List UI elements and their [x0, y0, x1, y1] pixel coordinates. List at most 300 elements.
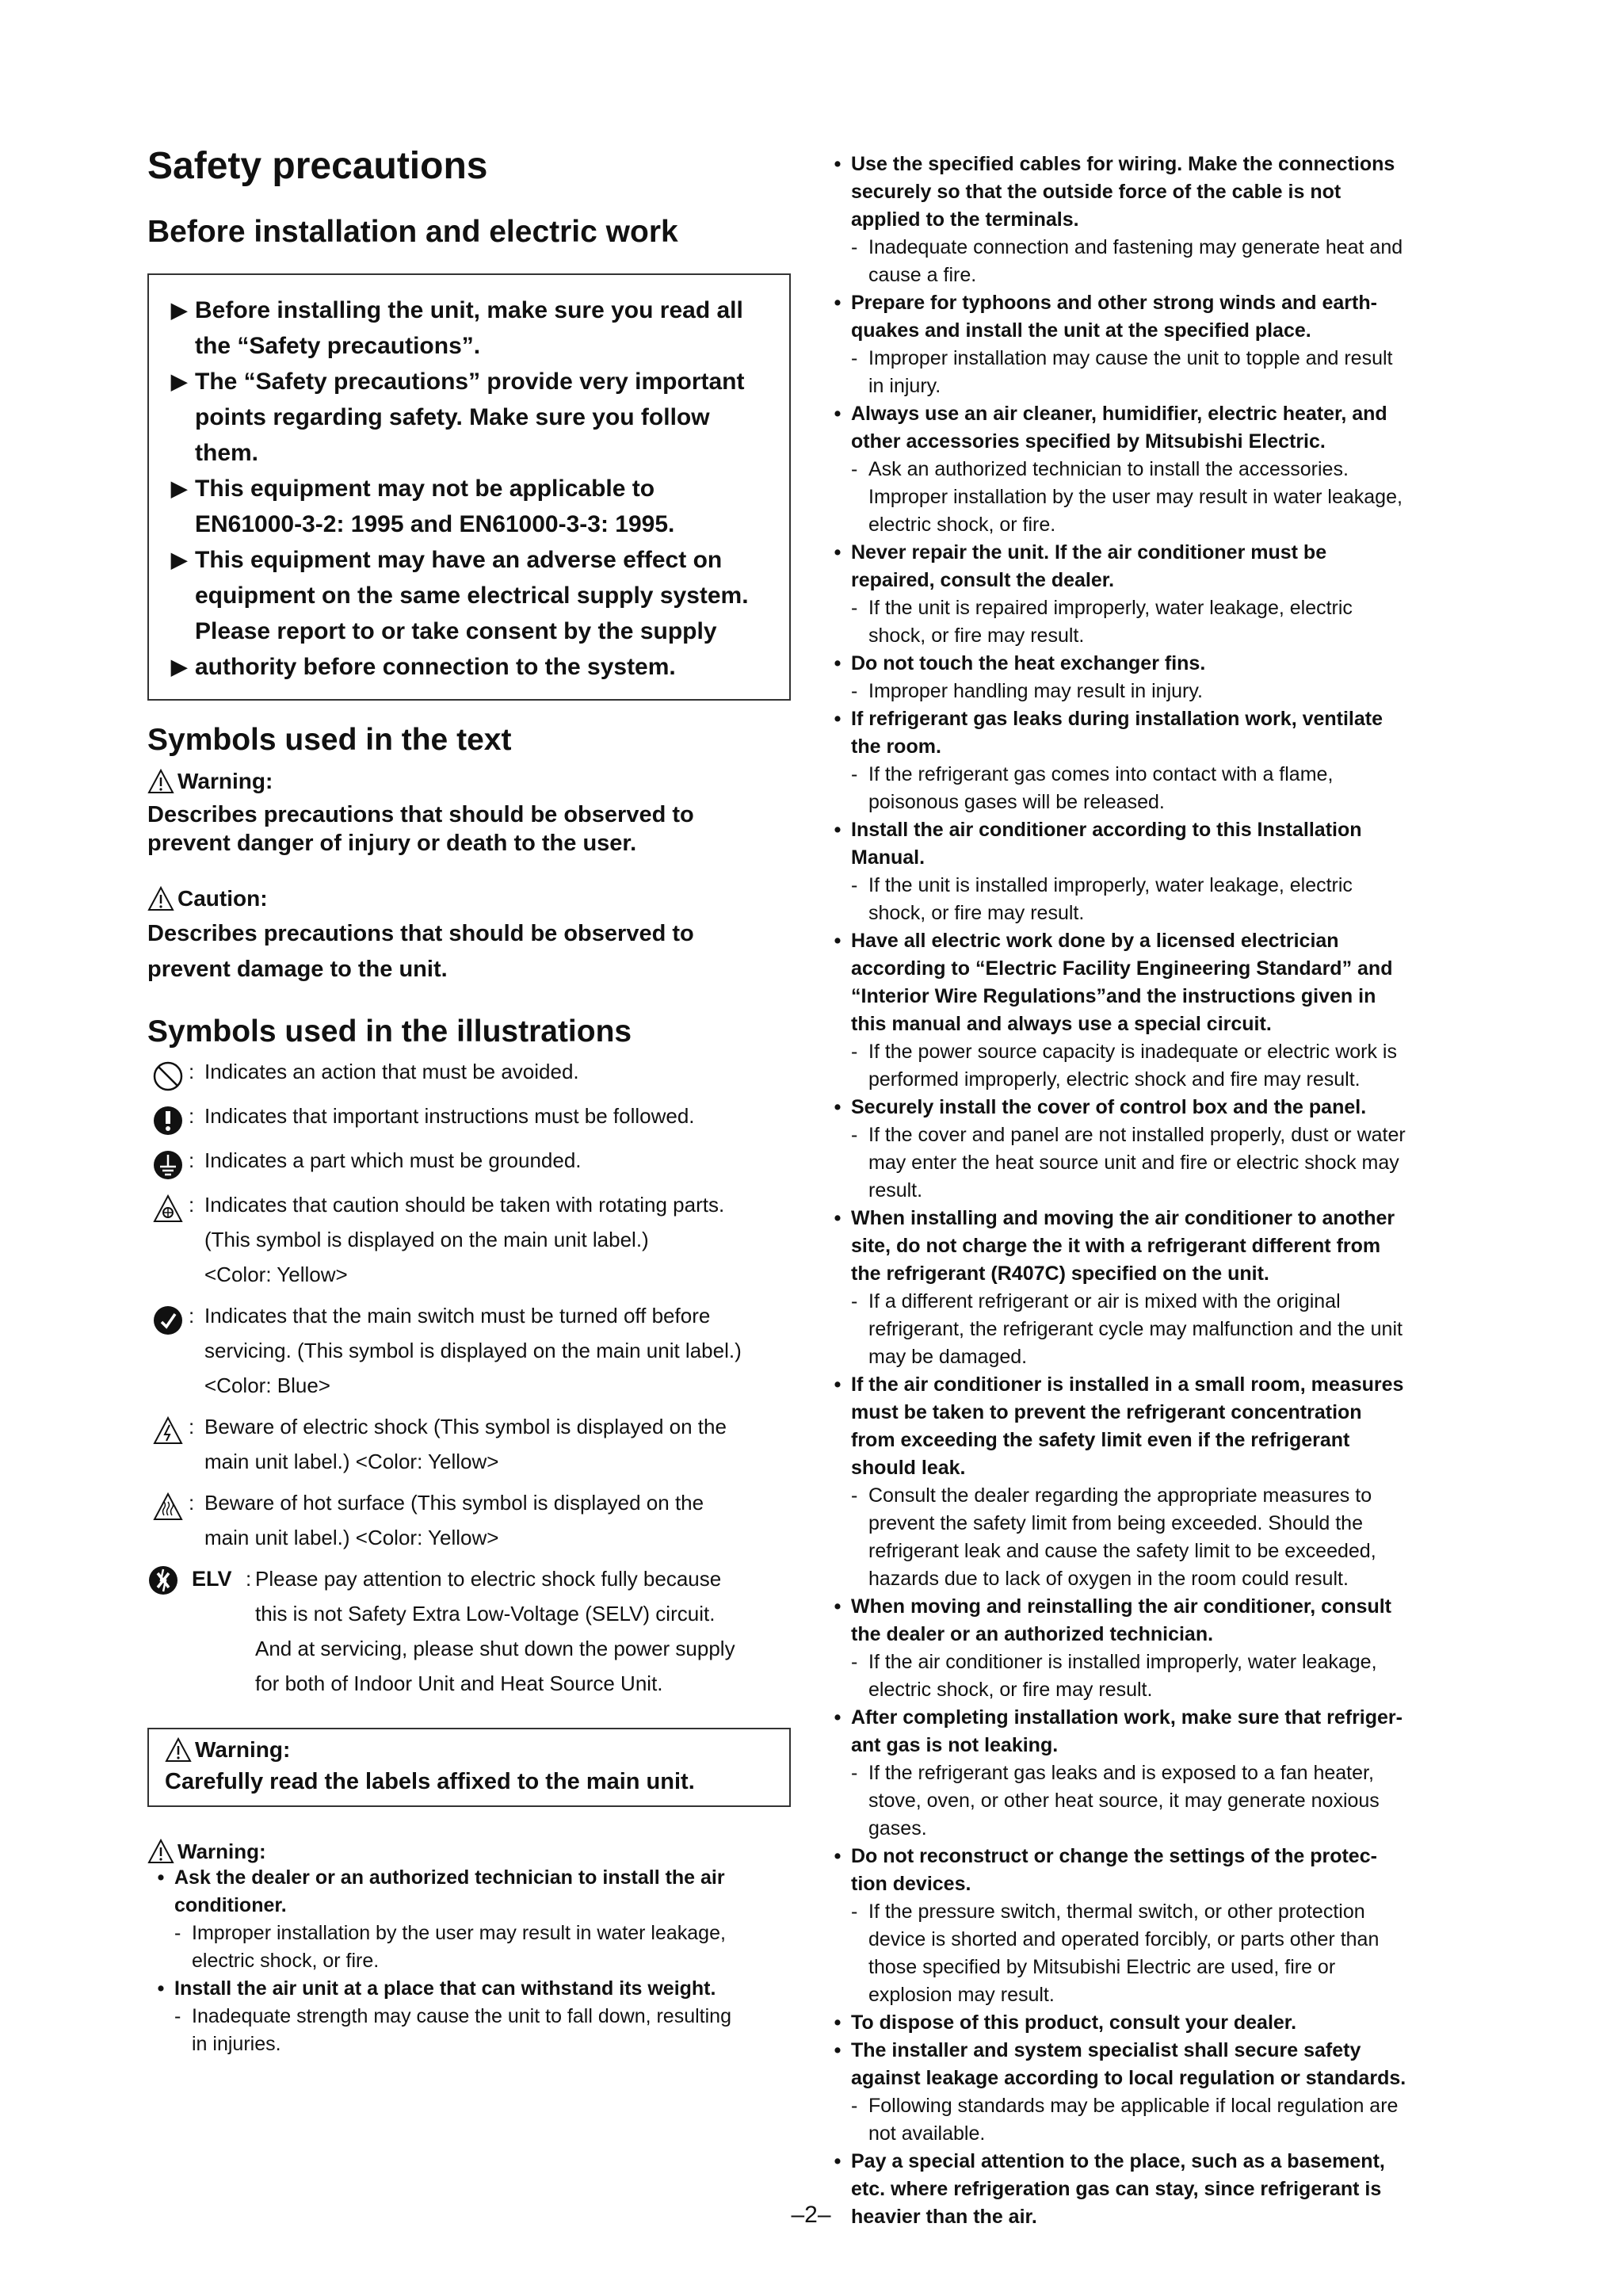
list-item-bold-line [824, 816, 1482, 844]
bullet-dot [824, 1260, 851, 1288]
list-item-bold-text: this manual and always use a special circuit. [851, 1013, 1272, 1035]
sub-dash [174, 1947, 192, 1975]
list-item-bold-text: Do not touch the heat exchanger fins. [851, 652, 1206, 674]
list-item-bold-line [824, 1205, 1482, 1232]
symbol-text [204, 1054, 791, 1092]
symbol-row [147, 1143, 791, 1181]
list-item-sub-text: If the pressure switch, thermal switch, or other protection [868, 1901, 1365, 1923]
sub-dash [851, 511, 868, 539]
list-item-bold-text: etc. where refrigeration gas can stay, since refrigerant is [851, 2178, 1382, 2200]
notice-point-line: the “Safety precautions”. [195, 333, 481, 359]
list-item-bold-text: If refrigerant gas leaks during installation work, ventilate [851, 708, 1383, 730]
list-item-bold-line [824, 1843, 1482, 1870]
sub-dash: - [851, 763, 858, 785]
box-warning-label: Warning: [195, 1737, 291, 1762]
elv-label: ELV [192, 1567, 232, 1591]
list-item-bold-line [147, 1975, 791, 2003]
notice-point [171, 471, 773, 542]
list-item-sub-text: hazards due to lack of oxygen in the room could result. [868, 1568, 1349, 1590]
list-item [824, 705, 1482, 816]
symbol-row [147, 1054, 791, 1092]
list-item-sub-text: Improper handling may result in injury. [868, 680, 1203, 702]
list-item-bold-line [824, 844, 1482, 872]
list-item-sub-text: may be damaged. [868, 1346, 1028, 1368]
list-item-sub-line [824, 511, 1482, 539]
list-item-sub-text: If the refrigerant gas leaks and is exposed to a fan heater, [868, 1762, 1374, 1784]
list-item-bold-line [824, 1621, 1482, 1648]
caution-triangle-icon [147, 886, 174, 911]
list-item-bold-line [824, 733, 1482, 761]
list-item-bold-text: from exceeding the safety limit even if the refrigerant [851, 1429, 1350, 1451]
list-item-bold-line [824, 428, 1482, 456]
list-item-sub-line [824, 872, 1482, 900]
symbol-text-line: (This symbol is displayed on the main unit label.) [204, 1228, 649, 1251]
list-item-sub-text: Improper installation by the user may result in water leakage, [192, 1922, 726, 1944]
notice-point-text [195, 292, 743, 364]
list-item-bold-line [824, 2065, 1482, 2092]
electric-shock-icon [147, 1409, 189, 1479]
symbol-text-line: Beware of hot surface (This symbol is displayed on the [204, 1491, 704, 1515]
list-item-sub-text: If the unit is installed improperly, water leakage, electric [868, 874, 1353, 896]
sub-dash [851, 1815, 868, 1843]
sub-dash [851, 1954, 868, 1981]
sub-dash: - [851, 1290, 858, 1312]
warning-triangle-icon [165, 1737, 192, 1763]
list-item-sub-line [824, 1926, 1482, 1954]
notice-point-line: Before installing the unit, make sure you read all [195, 297, 743, 323]
list-item-bold-text: the dealer or an authorized technician. [851, 1623, 1214, 1645]
sub-dash [851, 1066, 868, 1094]
sub-dash [851, 1787, 868, 1815]
bullet-dot: • [834, 292, 842, 314]
symbol-colon: : [189, 1060, 195, 1083]
list-item-sub-line [824, 372, 1482, 400]
list-item-bold-text: Install the air conditioner according to this Installation [851, 819, 1362, 841]
arrow-bullet-icon: ▶ [171, 298, 187, 322]
arrow-bullet-icon: ▶ [171, 548, 187, 571]
list-item-bold-text: should leak. [851, 1457, 966, 1479]
switch-off-icon [147, 1298, 189, 1403]
list-item-bold-line [147, 1892, 791, 1920]
list-item-sub-line [824, 262, 1482, 289]
exclamation-icon [147, 1098, 189, 1137]
list-item-bold-line [824, 289, 1482, 317]
notice-point [171, 364, 773, 471]
symbol-row [147, 1409, 791, 1479]
bullet-dot [824, 1621, 851, 1648]
list-item-sub-text: Following standards may be applicable if local regulation are [868, 2095, 1399, 2117]
list-item-bold-text: Prepare for typhoons and other strong winds and earth- [851, 292, 1377, 314]
list-item-sub-text: If the unit is repaired improperly, water leakage, electric [868, 597, 1353, 619]
list-item-bold-text: Never repair the unit. If the air conditioner must be [851, 541, 1327, 563]
list-item-sub-text: Ask an authorized technician to install the accessories. [868, 458, 1349, 480]
list-item-bold-line [147, 1864, 791, 1892]
list-item-sub-line [824, 1482, 1482, 1510]
list-item-bold-text: against leakage according to local regulation or standards. [851, 2067, 1406, 2089]
list-item-bold-line [824, 1371, 1482, 1399]
symbol-text-line: Indicates that important instructions must be followed. [204, 1104, 695, 1128]
left-warning-list [147, 1864, 791, 2058]
symbol-row [147, 1485, 791, 1555]
list-item-sub-text: If a different refrigerant or air is mixed with the original [868, 1290, 1341, 1312]
list-item-sub-line [824, 789, 1482, 816]
caution-desc-line: prevent damage to the unit. [147, 957, 448, 982]
list-item-bold-line [824, 1399, 1482, 1427]
list-item-bold-line [824, 1010, 1482, 1038]
list-item-bold-line [824, 1593, 1482, 1621]
list-item-sub-text: Inadequate connection and fastening may generate heat and [868, 236, 1403, 258]
list-item-bold-text: ant gas is not leaking. [851, 1734, 1059, 1756]
ground-icon [147, 1143, 189, 1181]
list-item-sub-line [824, 1676, 1482, 1704]
sub-dash: - [851, 874, 858, 896]
list-item-bold-text: quakes and install the unit at the specified place. [851, 319, 1311, 342]
symbol-colon: : [189, 1491, 195, 1515]
symbol-colon: : [189, 1304, 195, 1328]
symbol-colon: : [189, 1104, 195, 1128]
notice-point-line: This equipment may have an adverse effect on [195, 547, 723, 573]
list-item-sub-line [824, 594, 1482, 622]
list-item-bold-line [824, 151, 1482, 178]
list-item [824, 151, 1482, 289]
arrow-bullet-icon: ▶ [171, 369, 187, 393]
sub-dash: - [851, 1762, 858, 1784]
list-item-bold-text: Securely install the cover of control box and the panel. [851, 1096, 1367, 1118]
caution-desc-line: Describes precautions that should be observed to [147, 921, 694, 946]
elv-text-line: Please pay attention to electric shock fully because [255, 1567, 722, 1591]
box-warning-text: Carefully read the labels affixed to the main unit. [165, 1769, 695, 1794]
list-item-bold-line [824, 705, 1482, 733]
list-item-sub-line [147, 1947, 791, 1975]
notice-point-line: Please report to or take consent by the supply [195, 618, 717, 644]
symbol-text-line: Indicates an action that must be avoided. [204, 1060, 579, 1083]
list-item-sub-text: If the power source capacity is inadequate or electric work is [868, 1041, 1397, 1063]
list-item-sub-line [824, 761, 1482, 789]
list-item-sub-text: in injuries. [192, 2033, 281, 2055]
symbol-text-line: Indicates a part which must be grounded. [204, 1148, 582, 1172]
list-item [824, 539, 1482, 650]
elv-icon [147, 1561, 192, 1701]
bullet-dot [824, 955, 851, 983]
list-item-bold-line [824, 2037, 1482, 2065]
list-item-sub-line [824, 1066, 1482, 1094]
list-item-bold-text: the room. [851, 735, 941, 758]
list-item-sub-text: those specified by Mitsubishi Electric are used, fire or [868, 1956, 1336, 1978]
list-item-bold-text: The installer and system specialist shall secure safety [851, 2039, 1361, 2061]
list-item [824, 1371, 1482, 1593]
list-item-sub-line [824, 1343, 1482, 1371]
list-item-bold-text: the refrigerant (R407C) specified on the unit. [851, 1263, 1269, 1285]
bullet-dot [824, 1399, 851, 1427]
list-item-sub-text: If the cover and panel are not installed properly, dust or water [868, 1124, 1406, 1146]
page-title: Safety precautions [147, 145, 488, 187]
sub-dash: - [851, 1651, 858, 1673]
list-item-bold-text: conditioner. [174, 1894, 287, 1916]
list-item-bold-text: must be taken to prevent the refrigerant concentration [851, 1401, 1362, 1423]
hot-surface-icon [147, 1485, 189, 1555]
list-item [824, 1704, 1482, 1843]
list-item-sub-text: poisonous gases will be released. [868, 791, 1165, 813]
symbol-row [147, 1187, 791, 1292]
bullet-dot: • [834, 2150, 842, 2172]
sub-dash [851, 2120, 868, 2148]
list-item-bold-line [824, 1260, 1482, 1288]
list-item-bold-line [824, 983, 1482, 1010]
sub-dash [174, 2030, 192, 2058]
sub-dash: - [174, 2005, 181, 2027]
list-item-sub-line [824, 1510, 1482, 1538]
bullet-dot [824, 1870, 851, 1898]
list-item-bold-line [824, 317, 1482, 345]
sub-dash [851, 1981, 868, 2009]
list-item-bold-text: Use the specified cables for wiring. Make the connections [851, 153, 1395, 175]
bullet-dot [824, 567, 851, 594]
symbol-text [204, 1187, 791, 1292]
notice-box [147, 273, 791, 701]
list-item-bold-text: tion devices. [851, 1873, 971, 1895]
notice-point-text [195, 364, 745, 471]
elv-text-line: this is not Safety Extra Low-Voltage (SELV) circuit. [255, 1602, 716, 1626]
bullet-dot: • [834, 2039, 842, 2061]
list-item-bold-line [824, 1454, 1482, 1482]
list-item-sub-text: electric shock, or fire. [868, 514, 1056, 536]
list-item-bold-line [824, 1732, 1482, 1759]
bullet-dot [824, 2065, 851, 2092]
sub-dash [851, 1510, 868, 1538]
sub-dash: - [851, 2095, 858, 2117]
symbol-text [204, 1298, 791, 1403]
notice-point [171, 542, 773, 649]
list-item [824, 650, 1482, 705]
list-item [824, 816, 1482, 927]
right-column [824, 151, 1482, 2231]
symbol-colon: : [189, 1193, 195, 1217]
list-item-sub-text: electric shock, or fire may result. [868, 1679, 1153, 1701]
list-item-sub-line [824, 1648, 1482, 1676]
list-item [824, 927, 1482, 1094]
section-heading-symbols-text: Symbols used in the text [147, 723, 512, 757]
list-item-sub-line [824, 234, 1482, 262]
list-item-sub-text: performed improperly, electric shock and fire may result. [868, 1068, 1361, 1091]
bullet-dot [824, 317, 851, 345]
warning-triangle-icon [147, 1839, 174, 1864]
list-item-sub-text: refrigerant leak and cause the safety limit to be exceeded, [868, 1540, 1376, 1562]
list-item-sub-line [824, 2120, 1482, 2148]
caution-description [147, 916, 791, 988]
symbol-colon: : [189, 1148, 195, 1172]
list-item-bold-text: heavier than the air. [851, 2206, 1037, 2228]
list-item-bold-line [824, 955, 1482, 983]
list-item-sub-line [824, 1759, 1482, 1787]
sub-dash [851, 1926, 868, 1954]
list-item-bold-text: If the air conditioner is installed in a small room, measures [851, 1373, 1404, 1396]
bullet-dot: • [834, 652, 842, 674]
list-item-sub-line [824, 1316, 1482, 1343]
sub-dash: - [851, 680, 858, 702]
notice-point-line: them. [195, 440, 259, 466]
sub-dash: - [851, 1484, 858, 1507]
list-item-bold-line [824, 206, 1482, 234]
list-item-sub-line [824, 1149, 1482, 1177]
sub-dash: - [174, 1922, 181, 1944]
list-item-bold-line [824, 1870, 1482, 1898]
list-item-sub-text: Improper installation by the user may result in water leakage, [868, 486, 1403, 508]
warning-box [147, 1728, 791, 1807]
symbol-text-line: main unit label.) <Color: Yellow> [204, 1450, 499, 1473]
notice-point [171, 292, 773, 364]
list-warning-label: Warning: [177, 1839, 266, 1863]
warning-desc-line: prevent danger of injury or death to the user. [147, 831, 637, 856]
list-item-bold-line [824, 567, 1482, 594]
bullet-dot: • [834, 708, 842, 730]
list-item-sub-text: device is shorted and operated forcibly, or parts other than [868, 1928, 1380, 1950]
list-item-bold-line [824, 1232, 1482, 1260]
list-item-sub-line [824, 622, 1482, 650]
arrow-bullet-icon: ▶ [171, 476, 187, 500]
sub-dash: - [851, 1124, 858, 1146]
sub-dash [851, 1676, 868, 1704]
list-item-sub-text: Inadequate strength may cause the unit to fall down, resulting [192, 2005, 731, 2027]
sub-dash: - [851, 597, 858, 619]
list-item-bold-text: “Interior Wire Regulations”and the instructions given in [851, 985, 1376, 1007]
bullet-dot: • [157, 1866, 165, 1889]
sub-dash: - [851, 347, 858, 369]
list-item-sub-text: cause a fire. [868, 264, 977, 286]
list-item-bold-text: After completing installation work, make sure that refriger- [851, 1706, 1403, 1729]
list-item-bold-text: other accessories specified by Mitsubishi Electric. [851, 430, 1326, 453]
bullet-dot: • [157, 1977, 165, 2000]
list-item-bold-line [824, 539, 1482, 567]
symbol-text-line: <Color: Blue> [204, 1373, 330, 1397]
list-item-bold-text: When moving and reinstalling the air conditioner, consult [851, 1595, 1392, 1618]
bullet-dot [824, 1232, 851, 1260]
list-item-bold-text: Have all electric work done by a licensed electrician [851, 930, 1339, 952]
list-item-sub-text: If the air conditioner is installed improperly, water leakage, [868, 1651, 1377, 1673]
elv-text-line: And at servicing, please shut down the power supply [255, 1637, 735, 1660]
symbol-text-line: <Color: Yellow> [204, 1263, 348, 1286]
notice-point-line: EN61000-3-2: 1995 and EN61000-3-3: 1995. [195, 511, 675, 537]
bullet-dot [824, 428, 851, 456]
list-item-bold-line [824, 1094, 1482, 1121]
symbol-text [204, 1098, 791, 1137]
list-item [824, 289, 1482, 400]
list-item-sub-text: refrigerant, the refrigerant cycle may malfunction and the unit [868, 1318, 1403, 1340]
list-item-sub-line [824, 456, 1482, 483]
list-item [824, 1843, 1482, 2009]
bullet-dot [824, 1010, 851, 1038]
symbol-text [204, 1143, 791, 1181]
bullet-dot [824, 733, 851, 761]
list-item-sub-line [824, 2092, 1482, 2120]
notice-point-text [195, 542, 749, 649]
list-item-bold-text: according to “Electric Facility Engineering Standard” and [851, 957, 1393, 980]
list-item [824, 1094, 1482, 1205]
list-item [824, 400, 1482, 539]
rotating-parts-icon [147, 1187, 189, 1292]
list-item-bold-text: site, do not charge the it with a refrigerant different from [851, 1235, 1381, 1257]
list-item-sub-line [824, 345, 1482, 372]
bullet-dot: • [834, 1373, 842, 1396]
sub-dash [851, 900, 868, 927]
list-item-bold-text: To dispose of this product, consult your dealer. [851, 2011, 1297, 2034]
notice-point-line: equipment on the same electrical supply system. [195, 583, 749, 609]
sub-dash [851, 372, 868, 400]
notice-point-line: The “Safety precautions” provide very important [195, 369, 745, 395]
symbol-text-line: main unit label.) <Color: Yellow> [204, 1526, 499, 1549]
symbol-text-line: Beware of electric shock (This symbol is displayed on the [204, 1415, 727, 1438]
bullet-dot: • [834, 1207, 842, 1229]
caution-label: Caution: [177, 886, 268, 911]
arrow-bullet-icon: ▶ [171, 655, 187, 678]
page-number: –2– [791, 2202, 831, 2228]
bullet-dot: • [834, 930, 842, 952]
list-item-bold-text: Install the air unit at a place that can withstand its weight. [174, 1977, 716, 2000]
list-item-sub-line [824, 1981, 1482, 2009]
bullet-dot [824, 1427, 851, 1454]
list-item-sub-text: not available. [868, 2122, 986, 2145]
list-item-bold-line [824, 2009, 1482, 2037]
list-item-bold-text: repaired, consult the dealer. [851, 569, 1115, 591]
list-item-sub-text: prevent the safety limit from being exceeded. Should the [868, 1512, 1363, 1534]
bullet-dot: • [834, 403, 842, 425]
bullet-dot: • [834, 541, 842, 563]
elv-colon: : [246, 1567, 252, 1591]
sub-dash [851, 1177, 868, 1205]
list-item-sub-line [824, 678, 1482, 705]
symbol-text-line: Indicates that the main switch must be turned off before [204, 1304, 711, 1328]
bullet-dot [824, 1732, 851, 1759]
section-heading-symbols-illustrations: Symbols used in the illustrations [147, 1014, 632, 1049]
symbol-list [147, 1054, 791, 1555]
bullet-dot [824, 2176, 851, 2203]
list-item-sub-text: Improper installation may cause the unit to topple and result [868, 347, 1393, 369]
list-item-bold-text: Pay a special attention to the place, such as a basement, [851, 2150, 1385, 2172]
bullet-dot: • [834, 1845, 842, 1867]
warning-label-row [147, 769, 791, 794]
notice-point-line: This equipment may not be applicable to [195, 476, 655, 502]
sub-dash [851, 1149, 868, 1177]
sub-dash [851, 483, 868, 511]
list-item-bold-line [824, 927, 1482, 955]
symbol-row [147, 1098, 791, 1137]
list-item-bold-text: securely so that the outside force of the cable is not [851, 181, 1341, 203]
bullet-dot: • [834, 1096, 842, 1118]
bullet-dot: • [834, 1706, 842, 1729]
list-item [147, 1975, 791, 2058]
symbol-text-line: Indicates that caution should be taken with rotating parts. [204, 1193, 725, 1217]
list-item-sub-line [824, 1538, 1482, 1565]
bullet-dot [824, 844, 851, 872]
symbol-colon: : [189, 1415, 195, 1438]
elv-text-line: for both of Indoor Unit and Heat Source Unit. [255, 1671, 663, 1695]
left-column [147, 144, 791, 2058]
list-item-sub-text: stove, oven, or other heat source, it may generate noxious [868, 1790, 1380, 1812]
list-item-sub-line [824, 1121, 1482, 1149]
sub-dash [851, 622, 868, 650]
notice-point-line: points regarding safety. Make sure you follow [195, 404, 710, 430]
list-item-sub-line [824, 483, 1482, 511]
list-item-bold-text: When installing and moving the air conditioner to another [851, 1207, 1395, 1229]
bullet-dot [824, 178, 851, 206]
sub-dash: - [851, 458, 858, 480]
list-item-sub-line [824, 1288, 1482, 1316]
list-item-sub-line [147, 2030, 791, 2058]
list-item-sub-line [824, 1898, 1482, 1926]
list-item-sub-line [824, 1954, 1482, 1981]
bullet-dot [824, 206, 851, 234]
bullet-dot: • [834, 153, 842, 175]
list-item-bold-line [824, 1427, 1482, 1454]
